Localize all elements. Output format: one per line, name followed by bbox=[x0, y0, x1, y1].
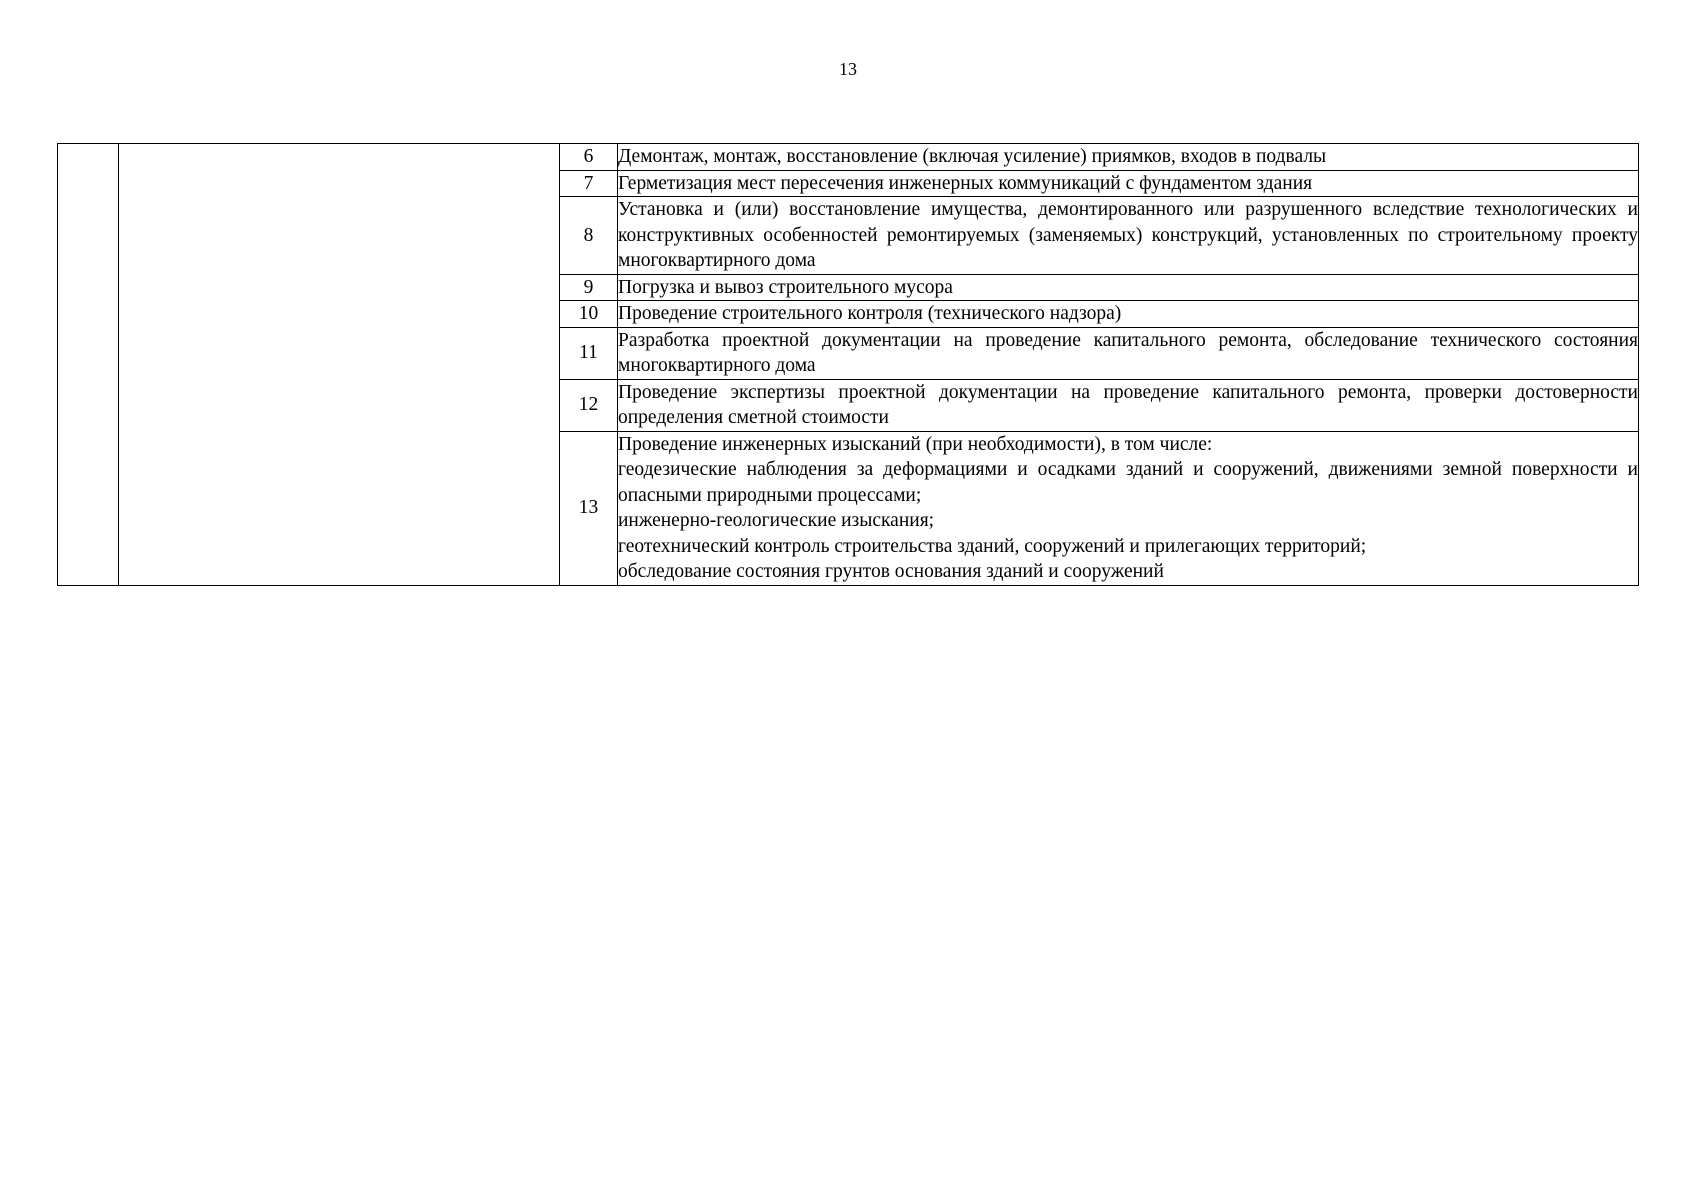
work-paragraph: обследование состояния грунтов основания зданий и сооружений bbox=[618, 561, 1164, 582]
row-number: 11 bbox=[560, 327, 618, 379]
work-paragraph: Погрузка и вывоз строительного мусора bbox=[618, 276, 953, 298]
work-paragraph: Проведение строительного контроля (технического надзора) bbox=[618, 303, 1122, 324]
row-number: 10 bbox=[560, 301, 618, 328]
work-paragraph: Демонтаж, монтаж, восстановление (включая усиление) приямков, входов в подвалы bbox=[618, 146, 1327, 167]
row-number: 6 bbox=[560, 144, 618, 171]
work-description bbox=[618, 327, 1639, 379]
table-body bbox=[58, 144, 1639, 586]
work-description bbox=[618, 170, 1639, 197]
table-row bbox=[58, 144, 1639, 171]
row-number: 12 bbox=[560, 379, 618, 431]
works-table bbox=[57, 143, 1639, 586]
work-paragraph: геотехнический контроль строительства зданий, сооружений и прилегающих территорий; bbox=[618, 535, 1367, 557]
work-description bbox=[618, 274, 1639, 301]
work-description bbox=[618, 197, 1639, 275]
empty-cell-first-column bbox=[58, 144, 119, 586]
work-paragraph: геодезические наблюдения за деформациями и осадками зданий и сооружений, движениями земной поверхности и опасными природными процессами; bbox=[618, 459, 1638, 506]
work-paragraph: Проведение экспертизы проектной документации на проведение капитального ремонта, проверки достоверности определения сметной стоимости bbox=[618, 381, 1638, 428]
work-paragraph: Разработка проектной документации на проведение капитального ремонта, обследование технического состояния многоквартирного дома bbox=[618, 329, 1638, 376]
empty-cell-second-column bbox=[119, 144, 560, 586]
row-number: 7 bbox=[560, 170, 618, 197]
work-paragraph: Установка и (или) восстановление имущества, демонтированного или разрушенного вследствие технологических и конструктивных особенностей ремонтируемых (заменяемых) конструкций, установленных по строительному проекту многоквартирного дома bbox=[618, 199, 1638, 271]
work-paragraph: Герметизация мест пересечения инженерных коммуникаций с фундаментом здания bbox=[618, 172, 1313, 194]
page-number: 13 bbox=[839, 59, 857, 79]
work-paragraph: инженерно-геологические изыскания; bbox=[618, 510, 935, 531]
work-description bbox=[618, 431, 1639, 585]
row-number: 8 bbox=[560, 197, 618, 275]
work-description bbox=[618, 379, 1639, 431]
work-description bbox=[618, 301, 1639, 328]
work-paragraph: Проведение инженерных изысканий (при необходимости), в том числе: bbox=[618, 433, 1213, 455]
row-number: 9 bbox=[560, 274, 618, 301]
row-number: 13 bbox=[560, 431, 618, 585]
work-description bbox=[618, 144, 1639, 171]
